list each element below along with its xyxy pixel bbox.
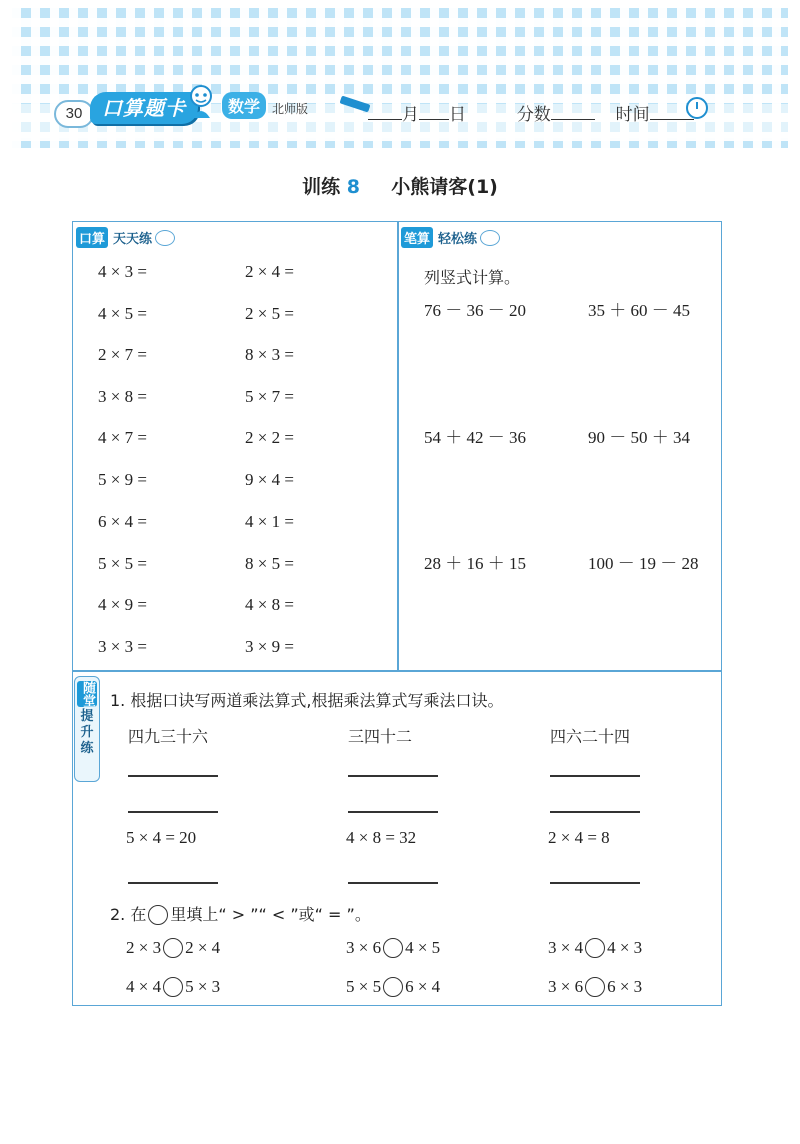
equation-text: 4 × 8 = 32 <box>346 828 417 847</box>
question-2 <box>110 902 371 925</box>
written-problem: 54 ＋ 42 － 36 <box>424 428 526 447</box>
oral-item: 4 × 9 = <box>98 595 147 614</box>
oral-item: 2 × 5 = <box>245 304 294 323</box>
mascot-icon <box>186 84 216 120</box>
practice-side-char: 升 <box>80 725 94 740</box>
oral-tag-badge: 口算 <box>76 227 108 248</box>
answer-blank[interactable] <box>550 811 640 813</box>
page-number: 30 <box>54 100 94 128</box>
compare-circle[interactable] <box>163 938 183 958</box>
oral-item: 2 × 2 = <box>245 428 294 447</box>
answer-blank[interactable] <box>550 882 640 884</box>
question-1: 1. 根据口诀写两道乘法算式,根据乘法算式写乘法口诀。 <box>110 691 504 710</box>
date-score-row <box>368 100 694 125</box>
compare-left: 3 × 4 <box>548 938 584 957</box>
swirl-icon <box>155 230 175 246</box>
title-name: 小熊请客(1) <box>391 176 498 198</box>
written-problem: 100 － 19 － 28 <box>588 554 699 573</box>
oral-tag-text: 天天练 <box>113 232 153 247</box>
oral-item: 3 × 3 = <box>98 637 147 656</box>
written-instruction: 列竖式计算。 <box>424 268 521 287</box>
oral-section-tag <box>76 227 175 248</box>
oral-item: 4 × 3 = <box>98 262 147 281</box>
brand-logo: 口算题卡 <box>90 92 198 124</box>
oral-item: 2 × 7 = <box>98 345 147 364</box>
compare-item <box>548 977 642 997</box>
compare-left: 3 × 6 <box>346 938 382 957</box>
written-problem: 90 － 50 ＋ 34 <box>588 428 690 447</box>
compare-right: 4 × 3 <box>607 938 643 957</box>
title-prefix: 训练 <box>302 176 341 198</box>
compare-left: 2 × 3 <box>126 938 162 957</box>
compare-item <box>346 938 440 958</box>
oral-item: 2 × 4 = <box>245 262 294 281</box>
practice-side-tag <box>74 676 100 782</box>
rhyme-text: 三四十二 <box>348 727 413 746</box>
answer-blank[interactable] <box>348 811 438 813</box>
score-label: 分数 <box>516 105 551 125</box>
practice-side-badge: 随堂 <box>77 681 97 707</box>
oral-item: 5 × 9 = <box>98 470 147 489</box>
compare-circle[interactable] <box>383 977 403 997</box>
compare-right: 5 × 3 <box>185 977 221 996</box>
compare-circle[interactable] <box>585 977 605 997</box>
vertical-divider <box>397 221 399 671</box>
written-section-tag <box>401 227 500 248</box>
swirl-icon <box>480 230 500 246</box>
compare-circle[interactable] <box>383 938 403 958</box>
compare-left: 4 × 4 <box>126 977 162 996</box>
day-label: 日 <box>449 105 466 125</box>
circle-icon <box>148 905 168 925</box>
answer-blank[interactable] <box>348 882 438 884</box>
rhyme-text: 四九三十六 <box>128 727 209 746</box>
answer-blank[interactable] <box>550 775 640 777</box>
time-label: 时间 <box>615 105 650 125</box>
horizontal-divider <box>72 670 722 672</box>
rhyme-text: 四六二十四 <box>550 727 631 746</box>
oral-item: 9 × 4 = <box>245 470 294 489</box>
edition-label: 北师版 <box>272 102 309 116</box>
oral-item: 4 × 8 = <box>245 595 294 614</box>
compare-right: 4 × 5 <box>405 938 441 957</box>
practice-side-char: 提 <box>80 709 94 724</box>
answer-blank[interactable] <box>348 775 438 777</box>
oral-item: 8 × 3 = <box>245 345 294 364</box>
compare-left: 3 × 6 <box>548 977 584 996</box>
written-problem: 35 ＋ 60 － 45 <box>588 301 690 320</box>
compare-left: 5 × 5 <box>346 977 382 996</box>
oral-item: 5 × 5 = <box>98 554 147 573</box>
q2-suffix: 里填上“ > ”“ < ”或“ = ”。 <box>170 905 371 924</box>
compare-right: 6 × 3 <box>607 977 643 996</box>
answer-blank[interactable] <box>128 882 218 884</box>
equation-text: 5 × 4 = 20 <box>126 828 197 847</box>
answer-blank[interactable] <box>128 811 218 813</box>
day-blank[interactable] <box>419 103 449 120</box>
clock-icon <box>686 97 708 119</box>
oral-item: 4 × 1 = <box>245 512 294 531</box>
compare-item <box>346 977 440 997</box>
compare-circle[interactable] <box>163 977 183 997</box>
practice-side-char: 练 <box>80 741 94 756</box>
oral-item: 3 × 9 = <box>245 637 294 656</box>
month-blank[interactable] <box>368 103 402 120</box>
compare-item <box>126 977 220 997</box>
q2-prefix: 2. 在 <box>110 905 147 924</box>
page-title <box>0 172 800 199</box>
month-label: 月 <box>402 105 419 125</box>
oral-item: 8 × 5 = <box>245 554 294 573</box>
score-blank[interactable] <box>551 103 595 120</box>
compare-item <box>126 938 220 958</box>
compare-right: 2 × 4 <box>185 938 221 957</box>
oral-item: 3 × 8 = <box>98 387 147 406</box>
answer-blank[interactable] <box>128 775 218 777</box>
written-tag-text: 轻松练 <box>438 232 478 247</box>
equation-text: 2 × 4 = 8 <box>548 828 610 847</box>
title-number: 8 <box>346 176 361 198</box>
written-problem: 76 － 36 － 20 <box>424 301 526 320</box>
oral-item: 6 × 4 = <box>98 512 147 531</box>
header-band <box>12 8 788 148</box>
oral-item: 4 × 7 = <box>98 428 147 447</box>
compare-circle[interactable] <box>585 938 605 958</box>
written-problem: 28 ＋ 16 ＋ 15 <box>424 554 526 573</box>
oral-item: 4 × 5 = <box>98 304 147 323</box>
subject-badge: 数学 <box>222 92 266 119</box>
compare-right: 6 × 4 <box>405 977 441 996</box>
compare-item <box>548 938 642 958</box>
oral-item: 5 × 7 = <box>245 387 294 406</box>
written-tag-badge: 笔算 <box>401 227 433 248</box>
